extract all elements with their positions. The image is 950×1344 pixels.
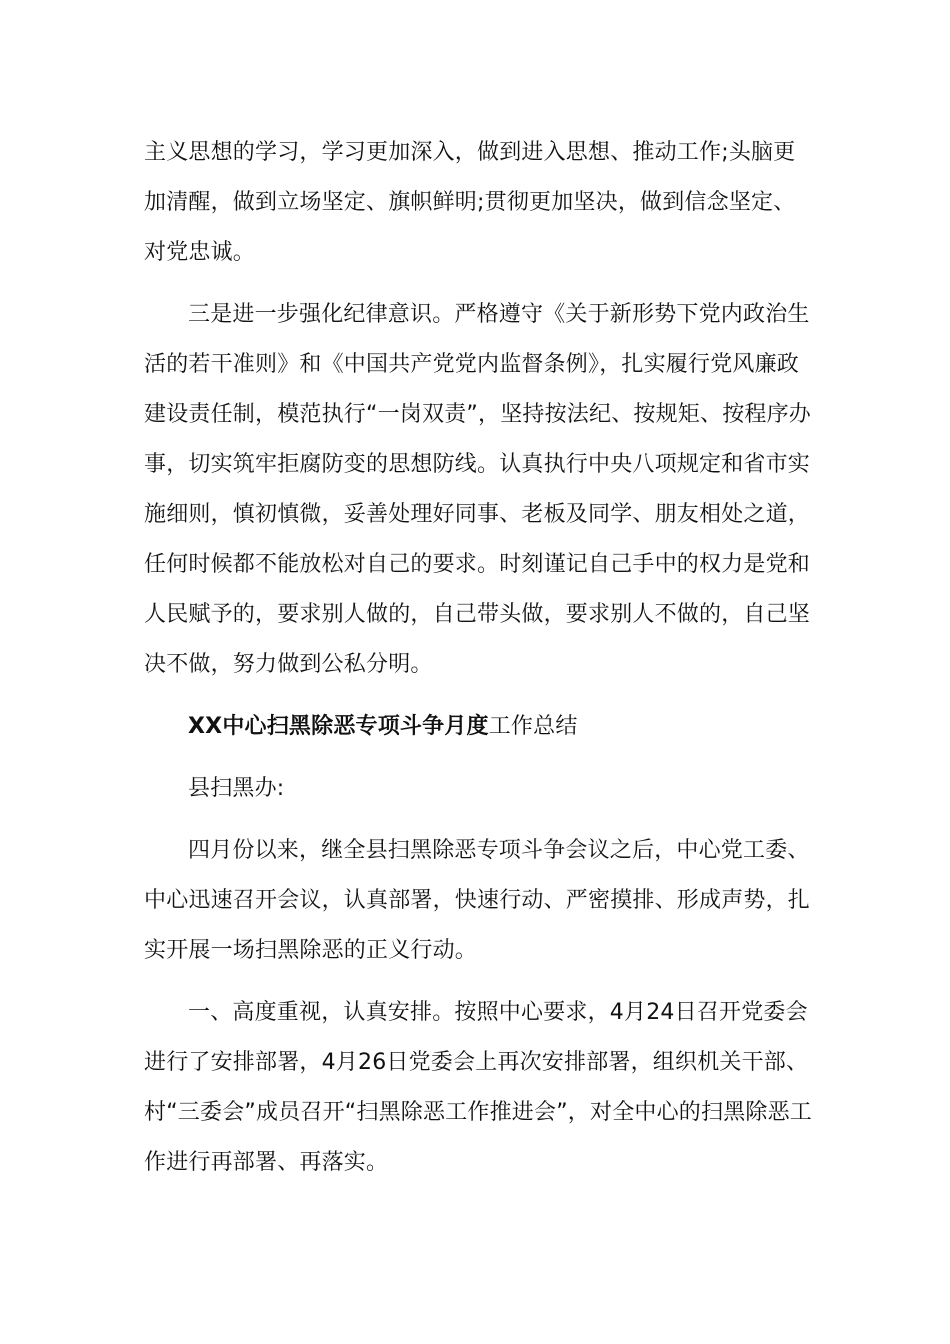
paragraph-intro: 四月份以来，继全县扫黑除恶专项斗争会议之后，中心党工委、中心迅速召开会议，认真部署，快速行动、严密摸排、形成声势，扎实开展一场扫黑除恶的正义行动。: [144, 838, 811, 963]
document-body: [144, 128, 814, 1188]
salutation: 县扫黑办:: [188, 776, 285, 801]
paragraph-discipline: 三是进一步强化纪律意识。严格遵守《关于新形势下党内政治生活的若干准则》和《中国共产党党内监督条例》，扎实履行党风廉政建设责任制，模范执行“一岗双责”，坚持按法纪、按规矩、按程序办事，切实筑牢拒腐防变的思想防线。认真执行中央八项规定和省市实施细则，慎初慎微，妥善处理好同事、老板及同学、朋友相处之道，任何时候都不能放松对自己的要求。时刻谨记自己手中的权力是党和人民赋予的，要求别人做的，自己带头做，要求别人不做的，自己坚决不做，努力做到公私分明。: [144, 302, 811, 677]
document-title: [144, 702, 814, 752]
document-title-rest: 工作总结: [488, 714, 578, 739]
paragraph-continuation: 主义思想的学习，学习更加深入，做到进入思想、推动工作;头脑更加清醒，做到立场坚定、旗帜鲜明;贯彻更加坚决，做到信念坚定、对党忠诚。: [144, 140, 796, 265]
paragraph-section-1: 一、高度重视，认真安排。按照中心要求，4月24日召开党委会进行了安排部署，4月26日党委会上再次安排部署，组织机关干部、村“三委会”成员召开“扫黑除恶工作推进会”，对全中心的扫黑除恶工作进行再部署、再落实。: [144, 1000, 812, 1175]
document-title-bold: XX中心扫黑除恶专项斗争月度: [188, 714, 489, 739]
